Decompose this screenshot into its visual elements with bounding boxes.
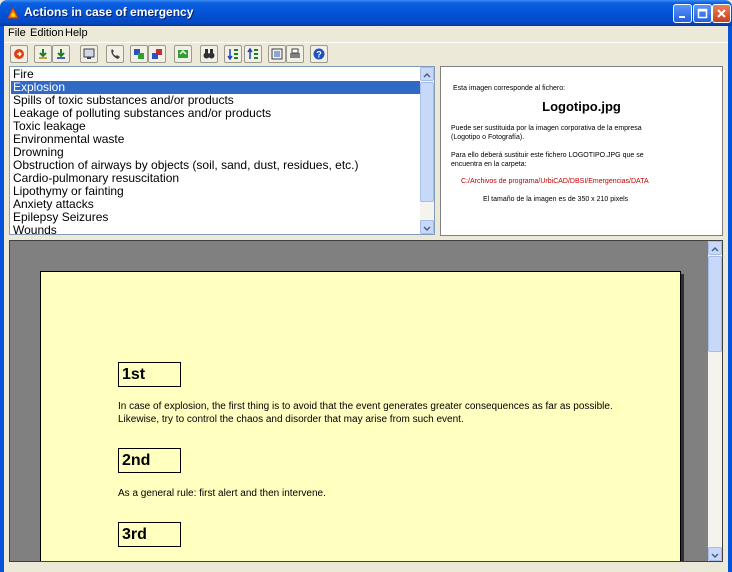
- refresh-icon: [177, 48, 189, 60]
- move-right-icon: [151, 48, 163, 60]
- scroll-up-button[interactable]: [708, 241, 722, 255]
- exit-icon: [13, 48, 25, 60]
- sort-up-icon: [247, 48, 259, 60]
- list-item[interactable]: Fire: [13, 67, 34, 81]
- list-item[interactable]: Spills of toxic substances and/or products: [13, 93, 234, 107]
- logo-image-panel: [440, 66, 723, 236]
- scroll-down-button[interactable]: [708, 547, 722, 561]
- chevron-up-icon: [421, 69, 433, 81]
- chevron-down-icon: [709, 549, 721, 561]
- step-text: In case of explosion, the first thing is to avoid that the event generates greater consequences as far as possible. Likewise, try to control the chaos and disorder that may arise from such event.: [118, 401, 613, 425]
- chevron-up-icon: [709, 243, 721, 255]
- title-bar[interactable]: [0, 0, 732, 26]
- document-page: [40, 271, 681, 562]
- scroll-thumb[interactable]: [708, 256, 722, 352]
- binoculars-icon: [203, 48, 215, 60]
- close-icon: [716, 8, 727, 19]
- close-button[interactable]: [712, 4, 731, 23]
- list-button[interactable]: [268, 45, 286, 63]
- app-icon: [6, 6, 20, 20]
- info-line: Esta imagen corresponde al fichero:: [453, 85, 566, 92]
- folder-path: C:/Archivos de programa/UrbiCAD/DBSI/Emergencias/DATA: [461, 178, 649, 185]
- info-line: encuentra en la carpeta:: [451, 161, 527, 168]
- download-alt-icon: [55, 48, 67, 60]
- window-frame-left: [0, 26, 4, 572]
- emergency-list[interactable]: [9, 66, 435, 235]
- logo-filename: Logotipo.jpg: [542, 99, 621, 114]
- phone-button[interactable]: [106, 45, 124, 63]
- scroll-thumb[interactable]: [420, 82, 434, 202]
- exit-button[interactable]: [10, 45, 28, 63]
- info-line: El tamaño de la imagen es de 350 x 210 pixels: [483, 196, 629, 203]
- minimize-icon: [677, 8, 688, 19]
- download-alt-button[interactable]: [52, 45, 70, 63]
- print-button[interactable]: [286, 45, 304, 63]
- refresh-button[interactable]: [174, 45, 192, 63]
- menu-edition[interactable]: Edition: [30, 27, 64, 39]
- menu-file[interactable]: File: [8, 27, 26, 39]
- toolbar: [4, 42, 728, 64]
- menu-bar: [4, 26, 728, 42]
- move-left-button[interactable]: [130, 45, 148, 63]
- info-line: Puede ser sustituida por la imagen corporativa de la empresa: [451, 125, 642, 132]
- window-title: Actions in case of emergency: [24, 5, 194, 19]
- step-label: 3rd: [118, 522, 181, 547]
- move-left-icon: [133, 48, 145, 60]
- step-label: 1st: [118, 362, 181, 387]
- maximize-icon: [697, 8, 708, 19]
- chevron-down-icon: [421, 222, 433, 234]
- minimize-button[interactable]: [673, 4, 692, 23]
- scroll-up-button[interactable]: [420, 67, 434, 81]
- list-item[interactable]: Drowning: [13, 145, 64, 159]
- phone-icon: [109, 48, 121, 60]
- monitor-button[interactable]: [80, 45, 98, 63]
- list-icon: [271, 48, 283, 60]
- viewer-scrollbar[interactable]: [708, 241, 722, 561]
- sort-down-icon: [227, 48, 239, 60]
- list-item-selected[interactable]: Explosion: [11, 81, 420, 94]
- maximize-button[interactable]: [693, 4, 712, 23]
- list-item[interactable]: Toxic leakage: [13, 119, 86, 133]
- monitor-icon: [83, 48, 95, 60]
- sort-down-button[interactable]: [224, 45, 242, 63]
- scroll-down-button[interactable]: [420, 220, 434, 234]
- list-item[interactable]: Environmental waste: [13, 132, 125, 146]
- list-item[interactable]: Cardio-pulmonary resuscitation: [13, 171, 180, 185]
- download-icon: [37, 48, 49, 60]
- list-item[interactable]: Leakage of polluting substances and/or products: [13, 106, 272, 120]
- list-item[interactable]: Wounds: [13, 223, 57, 235]
- list-item[interactable]: Obstruction of airways by objects (soil, sand, dust, residues, etc.): [13, 158, 359, 172]
- menu-help[interactable]: Help: [65, 27, 88, 39]
- info-line: (Logotipo o Fotografía).: [451, 134, 525, 141]
- help-icon: [313, 48, 325, 60]
- list-scrollbar[interactable]: [420, 67, 434, 234]
- step-label: 2nd: [118, 448, 181, 473]
- info-line: Para ello deberá sustituir este fichero LOGOTIPO.JPG que se: [451, 152, 644, 159]
- window-frame-right: [728, 26, 732, 572]
- list-item[interactable]: Anxiety attacks: [13, 197, 94, 211]
- step-text: As a general rule: first alert and then intervene.: [118, 488, 326, 499]
- svg-text:?: ?: [316, 49, 322, 60]
- sort-up-button[interactable]: [244, 45, 262, 63]
- move-right-button[interactable]: [148, 45, 166, 63]
- help-button[interactable]: [310, 45, 328, 63]
- list-item[interactable]: Lipothymy or fainting: [13, 184, 124, 198]
- print-icon: [289, 48, 301, 60]
- list-item[interactable]: Epilepsy Seizures: [13, 210, 109, 224]
- download-button[interactable]: [34, 45, 52, 63]
- document-viewer[interactable]: [9, 240, 723, 562]
- search-button[interactable]: [200, 45, 218, 63]
